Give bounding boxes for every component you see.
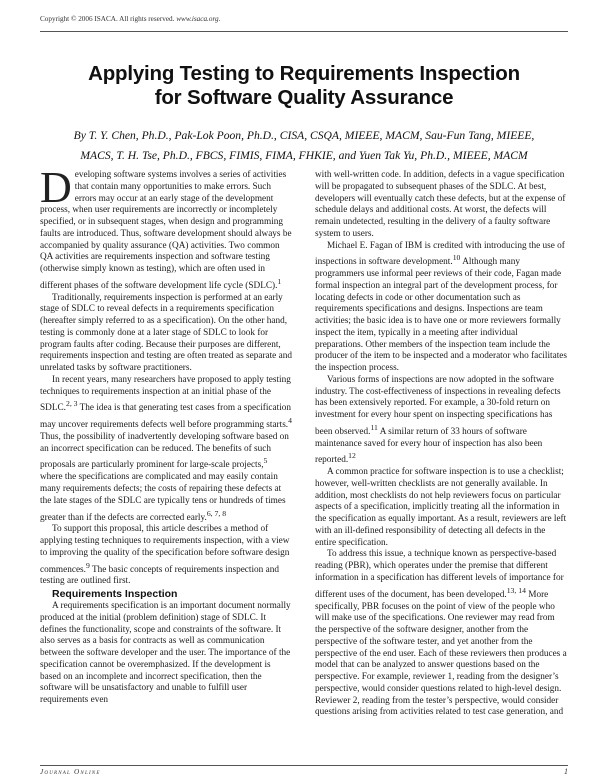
text: The basic concepts of requirements inspection and testing are outlined first. <box>40 564 279 587</box>
article-title <box>40 62 568 110</box>
footnote-ref: 12 <box>348 451 356 461</box>
text: Michael E. Fagan of IBM is credited with introducing the use of inspections in software development. <box>315 240 565 268</box>
paragraph-checklist: A common practice for software inspection is to use a checklist; however, well-written checklists are not generally available. In addition, most checklists do not help reviewers focus on particular aspects of a specification, implicitly treating all the information in the specification as equally important. As a result, reviewers are left with an ill-defined responsibility of detecting all defects in the entire specification. <box>315 467 567 548</box>
text: To address this issue, a technique known as perspective-based reading (PBR), which operates under the premise that different information in a specification has different levels of importance for different uses of the document, has been developed. <box>315 549 564 600</box>
text: More specifically, PBR focuses on the point of view of the people who will make use of the specifications. One reviewer may read from the perspective of the software designer, another from the perspective of the software tester, and yet another from the perspective of the end user. Each of these reviewers then produces a model that can be analyzed to answer questions based on the perspective. For example, reviewer 1, reading from the designer’s perspective, would consider questions related to high-level design. Reviewer 2, reading from the tester’s perspective, would consider questions arising from activities related to test case generation, and <box>315 589 567 718</box>
intro-paragraph <box>40 163 292 293</box>
drop-cap: D <box>40 163 72 212</box>
footnote-ref: 1 <box>277 276 282 286</box>
paragraph-recent-years <box>40 375 292 525</box>
text: The idea is that generating test cases from a specification may uncover requirements defects well before programming starts. <box>40 403 292 431</box>
text: In recent years, many researchers have proposed to apply testing techniques to requirements inspection at an initial phase of the SDLC. <box>40 374 291 414</box>
authors-line2: MACS, T. H. Tse, Ph.D., FBCS, FIMIS, FIMA, FHKIE, and Yuen Tak Yu, Ph.D., MIEEE, MACM <box>80 149 528 162</box>
text: Although many programmers use informal peer reviews of their code, Fagan made formal inspection an integral part of the development process, for locating defects in code or other documentation such as requirements specifications and designs. Inspections are team activities; the basic idea is to have one or more reviewers formally inspect the item, typically in a meeting after individual preparations. Other members of the inspection team include the producer of the item to be inspected and a moderator who facilitates the inspection process. <box>315 257 567 374</box>
footnote-ref: 11 <box>370 422 378 432</box>
article-title-line1: Applying Testing to Requirements Inspection <box>88 62 520 85</box>
footer-journal-name: Journal Online <box>40 768 101 776</box>
page-number: 1 <box>564 767 568 776</box>
text: A similar return of 33 hours of software maintenance saved for every hour of inspection has also been reported. <box>315 426 543 466</box>
left-column <box>40 163 292 707</box>
paragraph-pbr <box>315 549 567 719</box>
footnote-ref: 10 <box>452 253 461 263</box>
footnote-ref: 2, 3 <box>65 399 78 409</box>
paragraph-requirements-spec: A requirements specification is an important document normally produced at the initial (problem definition) stage of SDLC. It defines the functionality, scope and constraints of the software. It also serves as a basis for contracts as well as communication between the software developer and the user. The importance of the specification cannot be overemphasized. If the development is based on an incomplete and incorrect specification, then the software will be unsatisfactory and unable to fulfill user requirements even <box>40 601 291 706</box>
section-heading: Requirements Inspection <box>52 588 178 601</box>
website-url: www.isaca.org. <box>176 15 221 23</box>
paragraph-continued: with well-written code. In addition, defects in a vague specification will be propagated to subsequent phases of the SDLC. At best, developers will eventually catch these defects, but at the expense of schedule delays and additional costs. At worst, the defects will remain undetected, resulting in the delivery of a faulty software system to users. <box>315 170 566 239</box>
footnote-ref: 5 <box>263 456 268 466</box>
authors-line1: By T. Y. Chen, Ph.D., Pak-Lok Poon, Ph.D., CISA, CSQA, MIEEE, MACM, Sau-Fun Tang, MIEEE, <box>73 129 535 142</box>
text: where the specifications are complicated and may easily contain many requirements defects; the costs of repairing these defects at the late stages of the SDLC are typically tens or hundreds of times greater than if the defects are corrected early. <box>40 472 286 523</box>
intro-text: eveloping software systems involves a series of activities that contain many opportunities to make errors. Such errors may occur at an early stage of the development process, when user requirements are incorrectly or incompletely specified, or in subsequent stages, when design and programming faults are introduced. Thus, software development should always be accompanied by quality assurance (QA) activities. Two common QA activities are requirements inspection and software testing (otherwise simply known as testing), which are often used in different phases of the software development life cycle (SDLC). <box>40 170 292 291</box>
paragraph-forms <box>315 375 567 467</box>
paragraph-support <box>40 524 292 588</box>
header-rule <box>40 31 568 32</box>
footnote-ref: 6, 7, 8 <box>206 508 227 518</box>
footer-rule <box>40 765 568 766</box>
text: Various forms of inspections are now adopted in the software industry. The cost-effectiveness of inspections in revealing defects has been extensively reported. For example, a 30-fold return on investment for every hour spent on inspecting specifications has been observed. <box>315 374 561 437</box>
footnote-ref: 13, 14 <box>506 585 526 595</box>
right-column <box>315 170 567 719</box>
article-title-line2: for Software Quality Assurance <box>154 86 454 109</box>
paragraph-traditionally: Traditionally, requirements inspection is performed at an early stage of SDLC to reveal defects in a requirements specification (hereafter simply referred to as a specification). On the other hand, testing is commonly done at a later stage of SDLC to look for program faults after coding. Because their purposes are different, requirements inspection and testing are often treated as separate and unrelated tasks by software practitioners. <box>40 292 292 374</box>
footnote-ref: 4 <box>288 416 292 426</box>
copyright-line <box>40 15 220 23</box>
footnote-ref: 9 <box>85 560 90 570</box>
text: Thus, the possibility of inadvertently developing software based on an incorrect specification can be reduced. The benefits of such proposals are particularly prominent for large-scale projects, <box>40 431 289 471</box>
paragraph-fagan <box>315 241 567 375</box>
copyright-text: Copyright © 2006 ISACA. All rights reserved. <box>40 15 175 23</box>
author-byline <box>36 126 572 166</box>
text: To support this proposal, this article describes a method of applying testing techniques to requirements inspection, with a view to improving the quality of the specification before software design commences. <box>40 524 290 575</box>
